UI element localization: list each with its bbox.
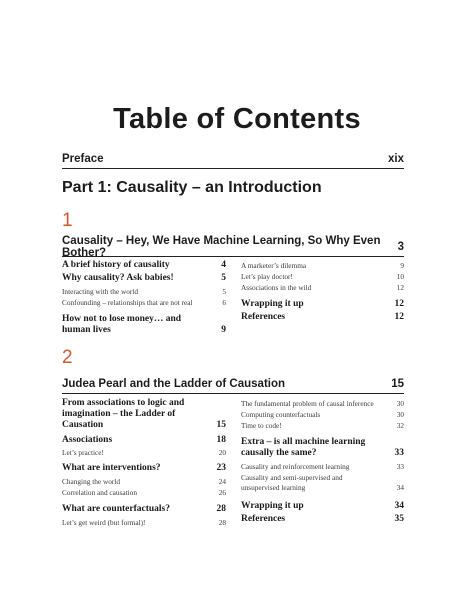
toc-entry[interactable] <box>241 261 404 271</box>
toc-entry[interactable] <box>241 473 404 493</box>
toc-entry-page: 5 <box>222 287 226 296</box>
toc-entry-title: Time to code! <box>241 421 282 430</box>
toc-entry[interactable] <box>62 477 226 487</box>
toc-entry-page: 9 <box>221 325 226 335</box>
chapter-title: Judea Pearl and the Ladder of Causation <box>62 378 286 390</box>
toc-entry[interactable] <box>241 514 404 525</box>
part-heading: Part 1: Causality – an Introduction <box>62 179 322 196</box>
toc-entry-page: 10 <box>396 272 404 281</box>
toc-entry[interactable] <box>241 501 404 512</box>
toc-entry-page: 28 <box>216 504 226 514</box>
toc-entry-title: Let’s get weird (but formal)! <box>62 518 146 527</box>
toc-entry-page: 32 <box>396 421 404 430</box>
toc-entry-title: References <box>241 312 286 322</box>
toc-entry-page: 18 <box>216 435 226 445</box>
toc-entry-page: 4 <box>221 260 226 270</box>
toc-entry[interactable] <box>62 287 226 297</box>
toc-entry[interactable] <box>241 272 404 282</box>
page-title: Table of Contents <box>113 103 361 135</box>
toc-entry-page: 33 <box>396 462 404 471</box>
toc-entry-title: Wrapping it up <box>241 501 304 511</box>
toc-entry-page: 5 <box>221 273 226 283</box>
toc-entry[interactable] <box>241 399 404 409</box>
toc-entry-page: 28 <box>218 518 226 527</box>
toc-entry-title: A marketer’s dilemma <box>241 261 307 270</box>
toc-entry[interactable] <box>62 398 226 431</box>
toc-entry-title: Interacting with the world <box>62 287 138 296</box>
preface-label: Preface <box>62 153 104 165</box>
toc-entry-page: 12 <box>396 283 404 292</box>
chapter-rule <box>62 393 404 394</box>
toc-entry-page: 26 <box>218 488 226 497</box>
preface-page: xix <box>388 153 404 165</box>
toc-entry[interactable] <box>241 437 404 459</box>
toc-entry-page: 12 <box>394 312 404 322</box>
toc-entry-title: Why causality? Ask babies! <box>62 273 174 283</box>
toc-entry-title: The fundamental problem of causal inference <box>241 399 374 408</box>
toc-entry-page: 24 <box>218 477 226 486</box>
toc-entry-title: Changing the world <box>62 477 120 486</box>
toc-entry-page: 6 <box>222 298 226 307</box>
toc-entry-page: 35 <box>394 514 404 524</box>
toc-entry-title: Associations <box>62 435 113 445</box>
toc-entry-title: Causality and reinforcement learning <box>241 462 350 471</box>
toc-entry[interactable] <box>241 299 404 310</box>
chapter-page: 15 <box>391 378 404 390</box>
preface-entry[interactable] <box>62 150 404 168</box>
toc-entry-page: 30 <box>396 410 404 419</box>
toc-entry[interactable] <box>62 488 226 498</box>
toc-entry[interactable] <box>62 260 226 271</box>
toc-entry-title: What are counterfactuals? <box>62 504 171 514</box>
toc-entry-title: Computing counterfactuals <box>241 410 321 419</box>
toc-entry-page: 20 <box>218 448 226 457</box>
toc-entry-title: Associations in the wild <box>241 283 312 292</box>
toc-entry-page: 9 <box>400 261 404 270</box>
toc-entry-title: From associations to logic and imagination – the Ladder of Causation <box>62 398 185 430</box>
chapter-title-row[interactable] <box>62 375 404 393</box>
toc-entry-title: References <box>241 514 286 524</box>
toc-entry[interactable] <box>241 462 404 472</box>
toc-entry[interactable] <box>62 314 226 336</box>
toc-entry[interactable] <box>241 410 404 420</box>
toc-entry[interactable] <box>62 298 226 308</box>
toc-entry-title: Let’s practice! <box>62 448 104 457</box>
toc-entry[interactable] <box>62 273 226 284</box>
toc-entry-page: 23 <box>216 463 226 473</box>
toc-entry-page: 30 <box>396 399 404 408</box>
toc-entry[interactable] <box>62 463 226 474</box>
toc-entry[interactable] <box>241 421 404 431</box>
toc-entry-page: 15 <box>216 420 226 430</box>
chapter-title-row[interactable] <box>62 235 404 259</box>
chapter-page: 3 <box>397 241 404 253</box>
toc-entry-title: Wrapping it up <box>241 299 304 309</box>
toc-entry-page: 34 <box>396 483 404 492</box>
toc-entry[interactable] <box>62 448 226 458</box>
toc-entry[interactable] <box>62 504 226 515</box>
preface-rule <box>62 168 404 169</box>
toc-entry-title: Causality and semi-supervised and unsupervised learning <box>241 473 343 492</box>
chapter-rule <box>62 256 404 257</box>
toc-entry-title: Correlation and causation <box>62 488 137 497</box>
toc-entry-page: 34 <box>394 501 404 511</box>
toc-entry[interactable] <box>62 435 226 446</box>
toc-entry[interactable] <box>241 312 404 323</box>
toc-entry-title: Confounding – relationships that are not real <box>62 298 193 307</box>
toc-entry[interactable] <box>241 283 404 293</box>
toc-entry-page: 33 <box>394 448 404 458</box>
toc-entry-title: What are interventions? <box>62 463 161 473</box>
toc-entry-title: A brief history of causality <box>62 260 170 270</box>
toc-entry-title: How not to lose money… and human lives <box>62 314 182 335</box>
toc-entry[interactable] <box>62 518 226 528</box>
chapter-title: Causality – Hey, We Have Machine Learning, So Why Even Bother? <box>62 235 381 259</box>
toc-entry-page: 12 <box>394 299 404 309</box>
chapter-number: 2 <box>62 347 73 368</box>
toc-entry-title: Extra – is all machine learning causally the same? <box>241 437 366 458</box>
chapter-number: 1 <box>62 210 73 231</box>
toc-entry-title: Let’s play doctor! <box>241 272 293 281</box>
